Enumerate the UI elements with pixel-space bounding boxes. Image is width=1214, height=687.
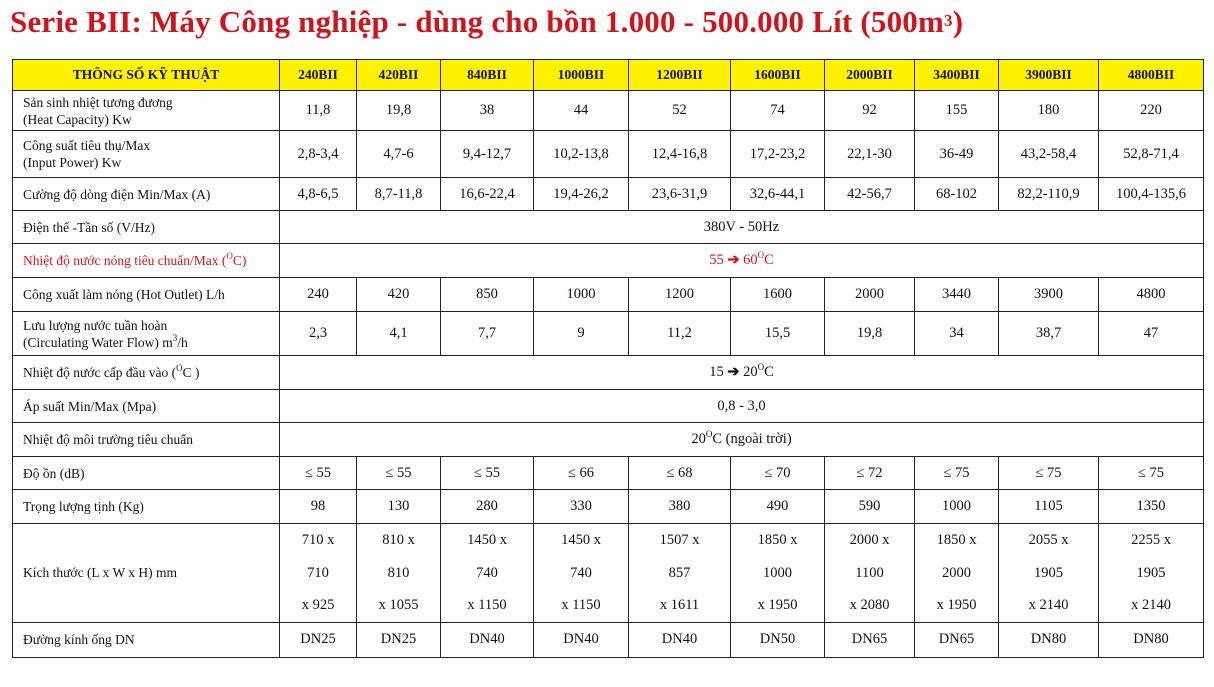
- cell: 38,7: [999, 312, 1099, 356]
- cell: 2000 x 1100 x 2080: [825, 524, 915, 623]
- model-header: 4800BII: [1099, 60, 1204, 91]
- row-label: Lưu lượng nước tuần hoàn (Circulating Water Flow) $m^3/h$: [13, 312, 280, 356]
- cell: 4800: [1099, 278, 1204, 312]
- cell: 17,2-23,2: [731, 131, 825, 178]
- cell: 52: [629, 91, 731, 131]
- cell: 2055 x 1905 x 2140: [999, 524, 1099, 623]
- cell: ≤ 68: [629, 457, 731, 490]
- merged-cell: 380V - 50Hz: [280, 211, 1204, 244]
- row-pipe: [13, 622, 1204, 657]
- row-voltage: [13, 211, 1204, 244]
- cell: 420: [357, 278, 441, 312]
- cell: 15,5: [731, 312, 825, 356]
- cell: ≤ 75: [1099, 457, 1204, 490]
- cell: 9,4-12,7: [441, 131, 534, 178]
- row-heat-capacity: [13, 91, 1204, 131]
- cell: DN25: [357, 622, 441, 657]
- cell: 44: [534, 91, 629, 131]
- cell: ≤ 55: [280, 457, 357, 490]
- cell: 810 x 810 x 1055: [357, 524, 441, 623]
- cell: 23,6-31,9: [629, 178, 731, 211]
- row-label: Đường kính ống DN: [13, 622, 280, 657]
- cell: 850: [441, 278, 534, 312]
- cell: 19,8: [357, 91, 441, 131]
- row-label: Độ ồn (dB): [13, 457, 280, 490]
- cell: 3440: [915, 278, 999, 312]
- cell: 3900: [999, 278, 1099, 312]
- model-header: 1200BII: [629, 60, 731, 91]
- model-header: 2000BII: [825, 60, 915, 91]
- cell: 36-49: [915, 131, 999, 178]
- cell: 220: [1099, 91, 1204, 131]
- cell: DN80: [1099, 622, 1204, 657]
- merged-cell: 0,8 - 3,0: [280, 390, 1204, 423]
- cell: 1600: [731, 278, 825, 312]
- merged-cell: 15 ➔ $20^OC$: [280, 356, 1204, 390]
- cell: 710 x 710 x 925: [280, 524, 357, 623]
- model-header: 1600BII: [731, 60, 825, 91]
- row-label: Áp suất Min/Max (Mpa): [13, 390, 280, 423]
- cell: ≤ 55: [441, 457, 534, 490]
- row-label: Sản sinh nhiệt tương đương (Heat Capacity) Kw: [13, 91, 280, 131]
- row-label: Trọng lượng tịnh (Kg): [13, 490, 280, 524]
- cell: 2000: [825, 278, 915, 312]
- row-label: Nhiệt độ môi trường tiêu chuẩn: [13, 423, 280, 457]
- cell: 1350: [1099, 490, 1204, 524]
- model-header: 1000BII: [534, 60, 629, 91]
- cell: 68-102: [915, 178, 999, 211]
- cell: 52,8-71,4: [1099, 131, 1204, 178]
- row-label: Điện thế -Tần số (V/Hz): [13, 211, 280, 244]
- row-input-power: [13, 131, 1204, 178]
- cell: 43,2-58,4: [999, 131, 1099, 178]
- model-header: 3400BII: [915, 60, 999, 91]
- cell: ≤ 75: [999, 457, 1099, 490]
- cell: 1105: [999, 490, 1099, 524]
- cell: 92: [825, 91, 915, 131]
- cell: 130: [357, 490, 441, 524]
- cell: 16,6-22,4: [441, 178, 534, 211]
- cell: DN40: [629, 622, 731, 657]
- cell: 22,1-30: [825, 131, 915, 178]
- cell: ≤ 55: [357, 457, 441, 490]
- model-header: 420BII: [357, 60, 441, 91]
- cell: 4,8-6,5: [280, 178, 357, 211]
- row-label: Công suất tiêu thụ/Max (Input Power) Kw: [13, 131, 280, 178]
- row-label: Công xuất làm nóng (Hot Outlet) L/h: [13, 278, 280, 312]
- cell: 8,7-11,8: [357, 178, 441, 211]
- cell: 1507 x 857 x 1611: [629, 524, 731, 623]
- cell: 1000: [534, 278, 629, 312]
- cell: 1850 x 1000 x 1950: [731, 524, 825, 623]
- cell: 590: [825, 490, 915, 524]
- cell: 4,1: [357, 312, 441, 356]
- cell: 380: [629, 490, 731, 524]
- cell: ≤ 72: [825, 457, 915, 490]
- cell: 1450 x 740 x 1150: [534, 524, 629, 623]
- cell: 19,8: [825, 312, 915, 356]
- cell: 4,7-6: [357, 131, 441, 178]
- cell: 11,8: [280, 91, 357, 131]
- cell: DN50: [731, 622, 825, 657]
- cell: 38: [441, 91, 534, 131]
- arrow-right-icon: ➔: [727, 252, 740, 268]
- cell: 12,4-16,8: [629, 131, 731, 178]
- cell: 1000: [915, 490, 999, 524]
- cell: 280: [441, 490, 534, 524]
- cell: 47: [1099, 312, 1204, 356]
- model-header: 3900BII: [999, 60, 1099, 91]
- cell: 330: [534, 490, 629, 524]
- cell: DN40: [534, 622, 629, 657]
- cell: DN80: [999, 622, 1099, 657]
- model-header: 840BII: [441, 60, 534, 91]
- row-current: [13, 178, 1204, 211]
- cell: 82,2-110,9: [999, 178, 1099, 211]
- cell: DN65: [825, 622, 915, 657]
- cell: 2255 x 1905 x 2140: [1099, 524, 1204, 623]
- row-pressure: [13, 390, 1204, 423]
- cell: ≤ 75: [915, 457, 999, 490]
- row-noise: [13, 457, 1204, 490]
- cell: 180: [999, 91, 1099, 131]
- cell: 1850 x 2000 x 1950: [915, 524, 999, 623]
- cell: DN65: [915, 622, 999, 657]
- cell: 1450 x 740 x 1150: [441, 524, 534, 623]
- cell: 19,4-26,2: [534, 178, 629, 211]
- cell: 2,3: [280, 312, 357, 356]
- row-inlet-temp: [13, 356, 1204, 390]
- cell: 10,2-13,8: [534, 131, 629, 178]
- cell: DN40: [441, 622, 534, 657]
- cell: 9: [534, 312, 629, 356]
- row-hot-water-temp: [13, 244, 1204, 278]
- cell: 240: [280, 278, 357, 312]
- cell: 100,4-135,6: [1099, 178, 1204, 211]
- merged-cell: $20^OC$ (ngoài trời): [280, 423, 1204, 457]
- cell: ≤ 70: [731, 457, 825, 490]
- row-label: Kích thước (L x W x H) mm: [13, 524, 280, 623]
- row-hot-outlet: [13, 278, 1204, 312]
- row-label: Nhiệt độ nước nóng tiêu chuẩn/Max ($^O$C): [13, 244, 280, 278]
- row-label: Cường độ dòng điện Min/Max (A): [13, 178, 280, 211]
- cell: DN25: [280, 622, 357, 657]
- cell: 74: [731, 91, 825, 131]
- cell: 1200: [629, 278, 731, 312]
- arrow-right-icon: ➔: [727, 364, 740, 380]
- header-row: [13, 60, 1204, 91]
- cell: 98: [280, 490, 357, 524]
- cell: 42-56,7: [825, 178, 915, 211]
- row-weight: [13, 490, 1204, 524]
- merged-cell: 55 ➔ $60^OC$: [280, 244, 1204, 278]
- cell: ≤ 66: [534, 457, 629, 490]
- model-header: 240BII: [280, 60, 357, 91]
- row-dimensions: [13, 524, 1204, 623]
- row-ambient: [13, 423, 1204, 457]
- spec-table: [12, 59, 1204, 658]
- cell: 11,2: [629, 312, 731, 356]
- row-circulating: [13, 312, 1204, 356]
- header-label: THÔNG SỐ KỸ THUẬT: [13, 60, 280, 91]
- cell: 32,6-44,1: [731, 178, 825, 211]
- cell: 2,8-3,4: [280, 131, 357, 178]
- cell: 34: [915, 312, 999, 356]
- cell: 7,7: [441, 312, 534, 356]
- page-title: Serie BII: Máy Công nghiệp - dùng cho bồn 1.000 - 500.000 Lít $(500m^3)$: [10, 4, 964, 39]
- row-label: Nhiệt độ nước cấp đầu vào ($^O$C ): [13, 356, 280, 390]
- cell: 490: [731, 490, 825, 524]
- cell: 155: [915, 91, 999, 131]
